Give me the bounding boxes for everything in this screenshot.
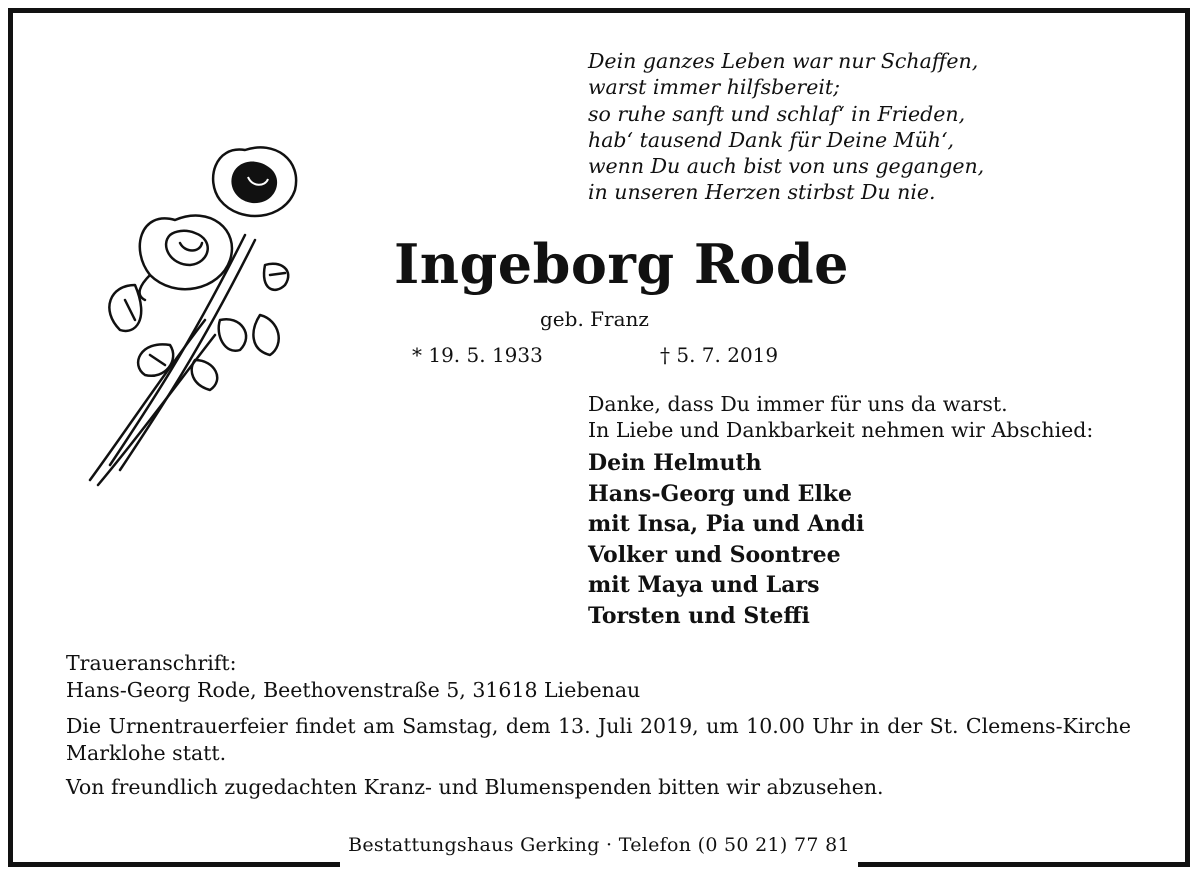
thanks-line: In Liebe und Dankbarkeit nehmen wir Abschied: <box>588 418 1094 442</box>
mourner-name: Torsten und Steffi <box>588 602 810 629</box>
born-name: geb. Franz <box>540 307 649 331</box>
deceased-name: Ingeborg Rode <box>394 232 849 296</box>
mourners-list <box>588 448 864 631</box>
poem-line: wenn Du auch bist von uns gegangen, <box>588 154 985 179</box>
thanks-line: Danke, dass Du immer für uns da warst. <box>588 392 1008 416</box>
poem-line: warst immer hilfsbereit; <box>588 75 841 100</box>
poem-line: so ruhe sanft und schlaf‘ in Frieden, <box>588 101 966 126</box>
mourner-name: Hans-Georg und Elke <box>588 480 853 507</box>
address-line: Hans-Georg Rode, Beethovenstraße 5, 31618 Liebenau <box>66 678 641 702</box>
flowers-note: Von freundlich zugedachten Kranz- und Blumenspenden bitten wir abzusehen. <box>66 775 884 799</box>
thanks-text <box>588 391 1093 443</box>
mourning-address <box>66 650 640 704</box>
birth-date: * 19. 5. 1933 <box>412 343 543 367</box>
address-label: Traueranschrift: <box>66 651 237 675</box>
mourner-name: mit Maya und Lars <box>588 572 820 598</box>
mourner-name: Volker und Soontree <box>588 541 841 568</box>
mourner-name: mit Insa, Pia und Andi <box>588 511 865 537</box>
rose-illustration <box>80 135 310 495</box>
funeral-home-footer: Bestattungshaus Gerking · Telefon (0 50 21) 77 81 <box>348 834 850 856</box>
poem <box>588 48 984 206</box>
ceremony-info: Die Urnentrauerfeier findet am Samstag, dem 13. Juli 2019, um 10.00 Uhr in der St. Clemens-Kirche Marklohe statt. <box>66 714 1131 765</box>
poem-line: hab‘ tausend Dank für Deine Müh‘, <box>588 127 955 152</box>
death-date: † 5. 7. 2019 <box>660 343 779 367</box>
poem-line: Dein ganzes Leben war nur Schaffen, <box>588 49 979 73</box>
mourner-name: Dein Helmuth <box>588 450 762 476</box>
poem-line: in unseren Herzen stirbst Du nie. <box>588 180 936 205</box>
